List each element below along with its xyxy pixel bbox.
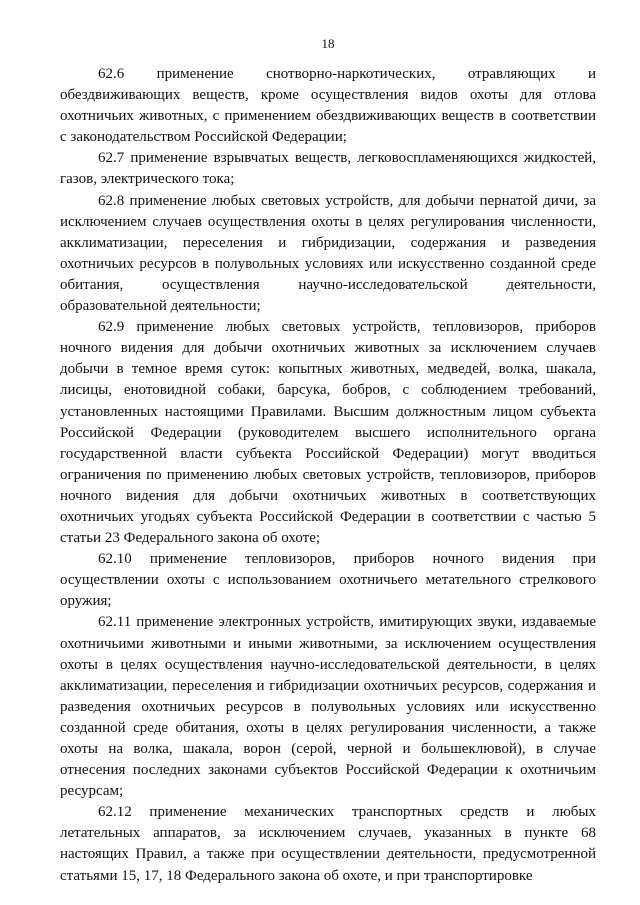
page-number: 18 xyxy=(321,36,335,51)
paragraph-62-9: 62.9 применение любых световых устройств, тепловизоров, приборов ночного видения для добычи охотничьих животных за исключением случаев добычи в темное время суток: копытных животных, медведей, волка, шакала, лисицы, енотовидной собаки, барсука, бобров, с соблюдением требований, установленных настоящими Правилами. Высшим должностным лицом субъекта Российской Федерации (руководителем высшего исполнительного органа государственной власти субъекта Российской Федерации) могут вводиться ограничения по применению любых световых устройств, тепловизоров, приборов ночного видения для добычи охотничьих животных в соответствующих охотничьих угодьях субъекта Российской Федерации в соответствии с частью 5 статьи 23 Федерального закона об охоте; xyxy=(60,319,596,547)
paragraph-62-12: 62.12 применение механических транспортных средств и любых летательных аппаратов, за исключением случаев, указанных в пункте 68 настоящих Правил, а также при осуществлении деятельности, предусмотренной статьями 15, 17, 18 Федерального закона об охоте, и при транспортировке xyxy=(60,804,596,884)
paragraph-62-8: 62.8 применение любых световых устройств, для добычи пернатой дичи, за исключением случаев осуществления охоты в целях регулирования численности, акклиматизации, переселения и гибридизации, содержания и разведения охотничьих ресурсов в полувольных условиях или искусственно созданной среде обитания, осуществления научно-исследовательской деятельности, образовательной деятельности; xyxy=(60,192,596,315)
document-page xyxy=(60,36,596,887)
paragraph-62-11: 62.11 применение электронных устройств, имитирующих звуки, издаваемые охотничьими животными и иными животными, за исключением осуществления охоты в целях осуществления научно-исследовательской деятельности, в целях акклиматизации, переселения и гибридизации охотничьих ресурсов, содержания и разведения охотничьих ресурсов в полувольных условиях или искусственно созданной среде обитания, охоты в целях регулирования численности, а также охоты на волка, шакала, ворон (серой, черной и большеклювой), в случае отнесения последних законами субъектов Российской Федерации к охотничьим ресурсам; xyxy=(60,614,596,800)
paragraph-62-7: 62.7 применение взрывчатых веществ, легковоспламеняющихся жидкостей, газов, электрического тока; xyxy=(60,150,596,188)
paragraph-62-6: 62.6 применение снотворно-наркотических, отравляющих и обездвиживающих веществ, кроме осуществления видов охоты для отлова охотничьих животных, с применением обездвиживающих веществ в соответствии с законодательством Российской Федерации; xyxy=(60,66,596,146)
paragraph-62-10: 62.10 применение тепловизоров, приборов ночного видения при осуществлении охоты с использованием охотничьего метательного стрелкового оружия; xyxy=(60,551,596,610)
